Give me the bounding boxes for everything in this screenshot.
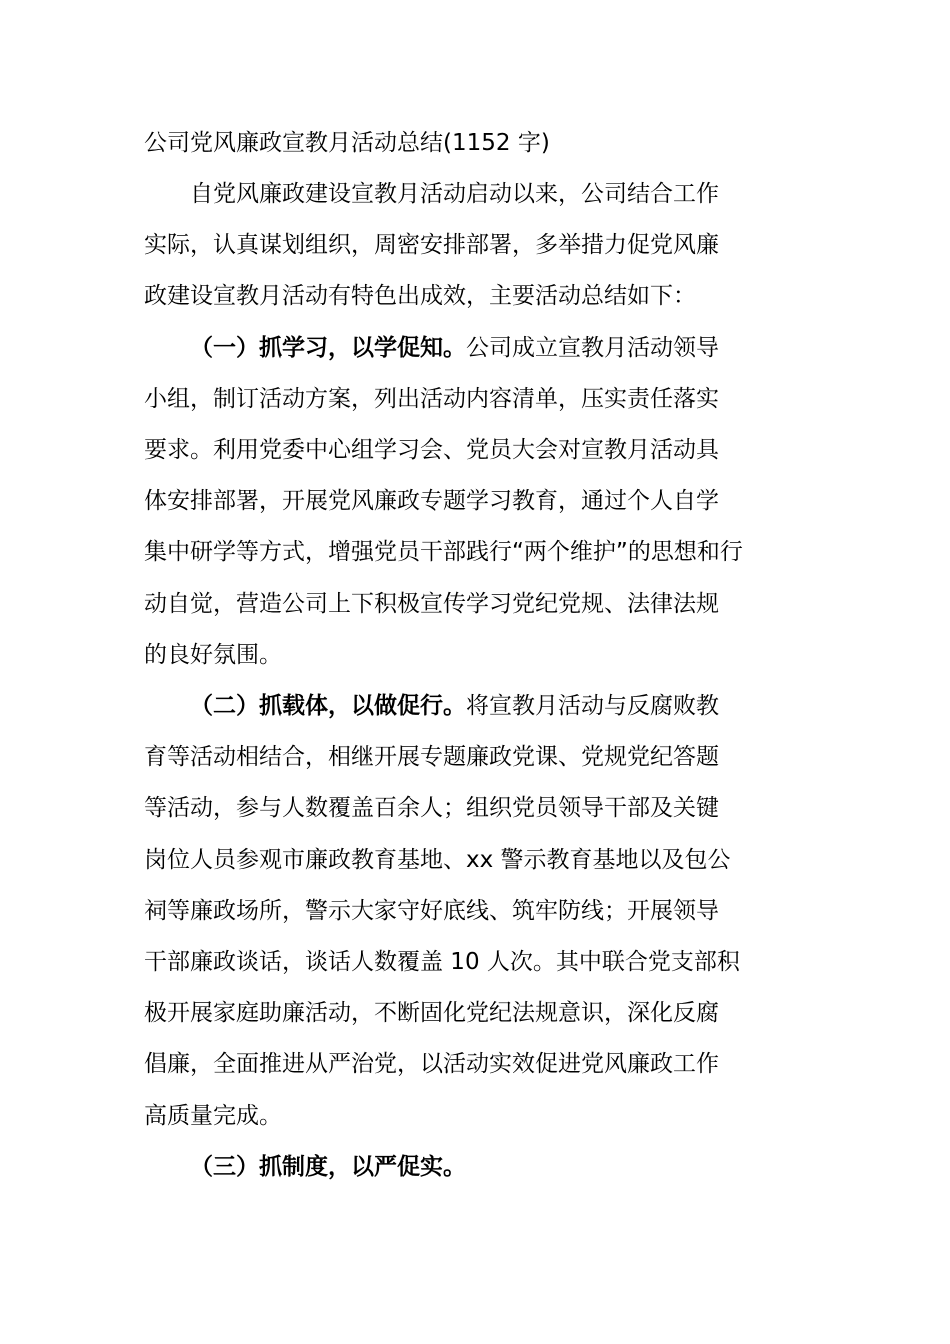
section-2-line: 极开展家庭助廉活动，不断固化党纪法规意识，深化反腐 [144,1000,719,1027]
section-2-first-line [144,681,806,732]
section-1-line: 体安排部署，开展党风廉政专题学习教育，通过个人自学 [144,488,719,515]
intro-line: 政建设宣教月活动有特色出成效，主要活动总结如下： [144,283,696,310]
section-1-first-line-text: 公司成立宣教月活动领导 [466,334,719,361]
section-2-heading: （二）抓载体，以做促行。 [190,693,466,720]
document-body [144,118,806,1193]
section-3-paragraph [144,1142,806,1193]
section-1-line: 小组，制订活动方案，列出活动内容清单，压实责任落实 [144,385,719,412]
section-2-line: 祠等廉政场所，警示大家守好底线、筑牢防线；开展领导 [144,897,719,924]
section-2-line: 等活动，参与人数覆盖百余人；组织党员领导干部及关键 [144,795,719,822]
section-1-line: 动自觉，营造公司上下积极宣传学习党纪党规、法律法规 [144,590,719,617]
section-1-line: 的良好氛围。 [144,641,282,668]
section-2-paragraph [144,681,806,1142]
intro-line: 自党风廉政建设宣教月活动启动以来，公司结合工作 [190,181,719,207]
section-1-line: 要求。利用党委中心组学习会、党员大会对宣教月活动具 [144,437,719,464]
section-3-heading: （三）抓制度，以严促实。 [190,1153,466,1180]
section-2-line: 倡廉，全面推进从严治党，以活动实效促进党风廉政工作 [144,1051,719,1078]
document-title: 公司党风廉政宣教月活动总结(1152 字) [144,130,550,156]
intro-paragraph [144,169,806,323]
section-2-line: 岗位人员参观市廉政教育基地、xx 警示教育基地以及包公 [144,846,731,873]
section-1-line: 集中研学等方式，增强党员干部践行“两个维护”的思想和行 [144,539,743,566]
section-1-first-line [144,323,806,374]
section-2-line: 干部廉政谈话，谈话人数覆盖 10 人次。其中联合党支部积 [144,949,740,976]
section-2-line: 育等活动相结合，相继开展专题廉政党课、党规党纪答题 [144,744,719,771]
section-1-heading: （一）抓学习，以学促知。 [190,334,466,361]
intro-line: 实际，认真谋划组织，周密安排部署，多举措力促党风廉 [144,232,719,259]
section-1-paragraph [144,323,806,681]
section-2-first-line-text: 将宣教月活动与反腐败教 [466,693,719,720]
section-2-line: 高质量完成。 [144,1102,282,1129]
